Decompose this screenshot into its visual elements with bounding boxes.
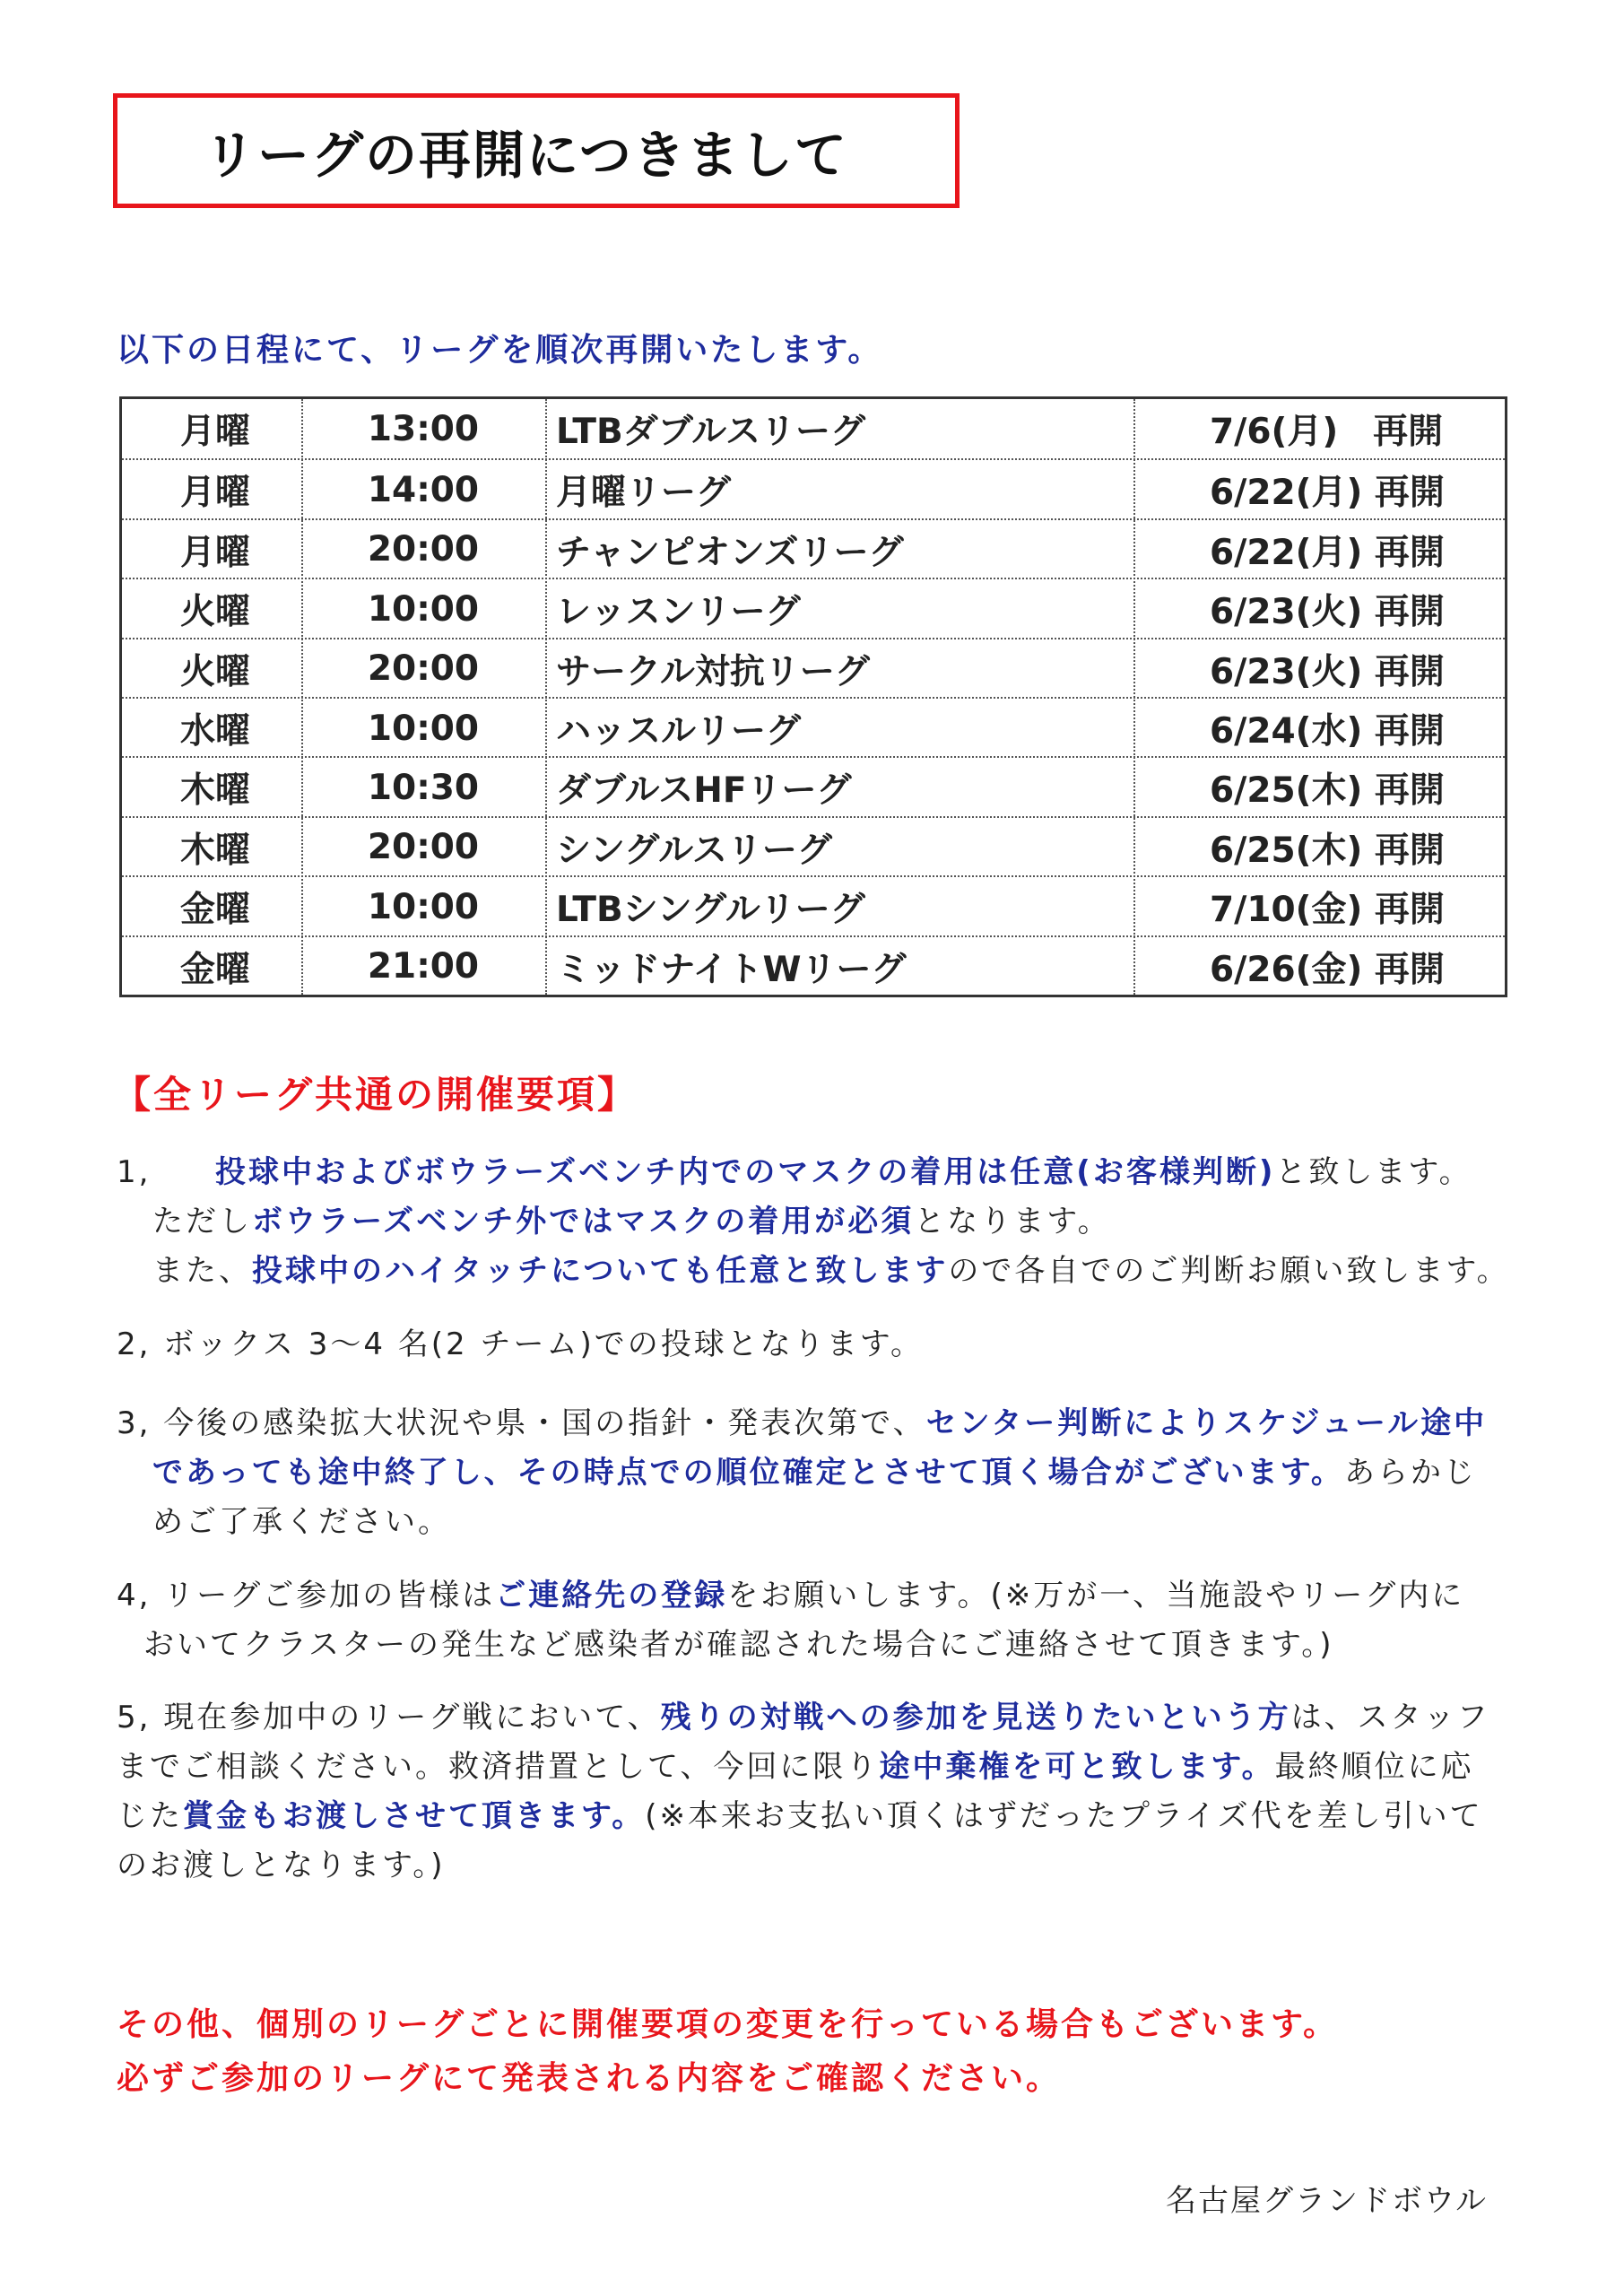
league-name-cell: ハッスルリーグ <box>556 711 802 752</box>
intro-text: 以下の日程にて、リーグを順次再開いたします。 <box>117 332 883 369</box>
closing-note-line-2: 必ずご参加のリーグにて発表される内容をご確認ください。 <box>117 2060 1062 2097</box>
resume-date-cell: 6/25(木) 再開 <box>1210 830 1445 871</box>
item-5 <box>117 1693 1515 1891</box>
table-row <box>122 638 1505 699</box>
time-cell: 10:00 <box>367 886 480 927</box>
resume-date-cell: 7/10(金) 再開 <box>1210 890 1445 931</box>
common-requirements-heading: 【全リーグ共通の開催要項】 <box>113 1073 638 1117</box>
table-row <box>122 578 1505 639</box>
item-3 <box>117 1399 1515 1547</box>
table-row <box>122 399 1505 458</box>
day-cell: 月曜 <box>180 473 251 514</box>
day-cell: 木曜 <box>180 830 251 871</box>
day-cell: 月曜 <box>180 532 251 573</box>
time-cell: 20:00 <box>367 529 480 570</box>
item-5-text-1b: は、スタッフ <box>1290 1700 1490 1735</box>
league-name-cell: シングルスリーグ <box>556 830 832 871</box>
item-1-text-3b: ので各自でのご判断お願い致します。 <box>948 1253 1510 1289</box>
item-3-text-2: あらかじ <box>1343 1455 1477 1491</box>
league-name-cell: チャンピオンズリーグ <box>556 532 904 573</box>
day-cell: 火曜 <box>180 592 251 633</box>
table-row <box>122 935 1505 996</box>
item-5-text-2b: 最終順位に応 <box>1274 1749 1474 1785</box>
day-cell: 火曜 <box>180 651 251 692</box>
league-name-cell: サークル対抗リーグ <box>556 651 870 692</box>
column-divider <box>1133 399 1135 995</box>
item-5-highlight-3: 賞金もお渡しさせて頂きます。 <box>183 1798 646 1834</box>
league-name-cell: LTBダブルスリーグ <box>556 412 865 452</box>
table-row <box>122 875 1505 936</box>
item-5-highlight-2: 途中棄権を可と致します。 <box>879 1749 1275 1785</box>
table-row <box>122 756 1505 817</box>
item-4-text-1a: 4, リーグご参加の皆様は <box>117 1578 496 1613</box>
item-1-number: 1, <box>117 1154 152 1190</box>
item-1-highlight-2: ボウラーズベンチ外ではマスクの着用が必須 <box>252 1204 915 1239</box>
item-4-highlight-1: ご連絡先の登録 <box>495 1578 728 1613</box>
day-cell: 水曜 <box>180 711 251 752</box>
resume-date-cell: 6/23(火) 再開 <box>1210 592 1445 633</box>
item-1-text-2b: となります。 <box>914 1204 1111 1239</box>
item-3-line-1 <box>117 1399 1515 1448</box>
day-cell: 金曜 <box>180 890 251 931</box>
item-5-text-1a: 5, 現在参加中のリーグ戦において、 <box>117 1700 661 1735</box>
item-5-text-3a: じた <box>117 1798 183 1834</box>
item-5-line-3 <box>117 1792 1515 1841</box>
item-2-text: 2, ボックス 3～4 名(2 チーム)での投球となります。 <box>117 1326 925 1362</box>
item-3-highlight-2: であっても途中終了し、その時点での順位確定とさせて頂く場合がございます。 <box>152 1455 1344 1491</box>
table-row <box>122 697 1505 758</box>
item-1-text-3a: また、 <box>152 1253 252 1289</box>
item-1-highlight-3: 投球中のハイタッチについても任意と致します <box>252 1253 949 1289</box>
signature: 名古屋グランドボウル <box>1166 2183 1488 2219</box>
league-name-cell: LTBシングルリーグ <box>556 890 865 931</box>
item-5-text-3b: (※本来お支払い頂くはずだったプライズ代を差し引いて <box>645 1798 1483 1834</box>
page-title: リーグの再開につきまして <box>204 125 848 186</box>
column-divider <box>301 399 303 995</box>
league-name-cell: レッスンリーグ <box>556 592 801 633</box>
time-cell: 10:30 <box>367 767 480 808</box>
table-row <box>122 816 1505 877</box>
item-5-text-2a: までご相談ください。救済措置として、今回に限り <box>117 1749 880 1785</box>
item-1-text-2a: ただし <box>152 1204 252 1239</box>
closing-note <box>117 1998 1338 2106</box>
column-divider <box>545 399 547 995</box>
item-5-highlight-1: 残りの対戦への参加を見送りたいという方 <box>660 1700 1291 1735</box>
item-3-text-1: 3, 今後の感染拡大状況や県・国の指針・発表次第で、 <box>117 1405 926 1441</box>
title-box <box>113 93 960 208</box>
time-cell: 10:00 <box>367 588 480 630</box>
league-name-cell: ダブルスHFリーグ <box>556 770 852 812</box>
time-cell: 21:00 <box>367 946 480 987</box>
item-1-line-3 <box>117 1247 1515 1296</box>
item-5-line-2 <box>117 1743 1515 1792</box>
item-2 <box>117 1320 1515 1370</box>
item-4-text-1b: をお願いします。(※万が一、当施設やリーグ内に <box>727 1578 1465 1613</box>
resume-date-cell: 6/23(火) 再開 <box>1210 651 1445 692</box>
closing-note-line-1: その他、個別のリーグごとに開催要項の変更を行っている場合もございます。 <box>117 2006 1339 2043</box>
item-4-line-1 <box>117 1571 1515 1621</box>
item-1-line-2 <box>117 1197 1515 1247</box>
day-cell: 木曜 <box>180 770 251 812</box>
time-cell: 14:00 <box>367 469 480 510</box>
league-name-cell: ミッドナイトWリーグ <box>556 949 907 990</box>
resume-date-cell: 6/22(月) 再開 <box>1210 473 1445 514</box>
table-row <box>122 458 1505 519</box>
item-1-line-1 <box>117 1148 1515 1197</box>
time-cell: 13:00 <box>367 408 480 449</box>
item-1-highlight-1: 投球中およびボウラーズベンチ内でのマスクの着用は任意(お客様判断) <box>215 1154 1276 1190</box>
day-cell: 金曜 <box>180 949 251 990</box>
table-row <box>122 518 1505 579</box>
resume-date-cell: 7/6(月) 再開 <box>1210 412 1444 452</box>
item-4-line-2: おいてクラスターの発生など感染者が確認された場合にご連絡させて頂きます。) <box>143 1627 1334 1663</box>
league-name-cell: 月曜リーグ <box>556 473 732 514</box>
resume-date-cell: 6/24(水) 再開 <box>1210 711 1445 752</box>
item-3-highlight-1: センター判断によりスケジュール途中 <box>925 1405 1488 1441</box>
resume-date-cell: 6/22(月) 再開 <box>1210 532 1445 573</box>
item-4 <box>117 1571 1515 1670</box>
day-cell: 月曜 <box>180 412 251 452</box>
item-5-line-1 <box>117 1693 1515 1743</box>
time-cell: 20:00 <box>367 648 480 690</box>
item-3-line-2 <box>117 1448 1515 1498</box>
item-1 <box>117 1148 1515 1296</box>
resume-date-cell: 6/26(金) 再開 <box>1210 949 1445 990</box>
item-5-line-4: のお渡しとなります。) <box>117 1848 446 1883</box>
time-cell: 20:00 <box>367 827 480 868</box>
item-3-line-3: めご了承ください。 <box>152 1504 451 1540</box>
resume-date-cell: 6/25(木) 再開 <box>1210 770 1445 812</box>
time-cell: 10:00 <box>367 708 480 749</box>
schedule-table <box>119 396 1507 997</box>
item-1-text-1: と致します。 <box>1275 1154 1472 1190</box>
